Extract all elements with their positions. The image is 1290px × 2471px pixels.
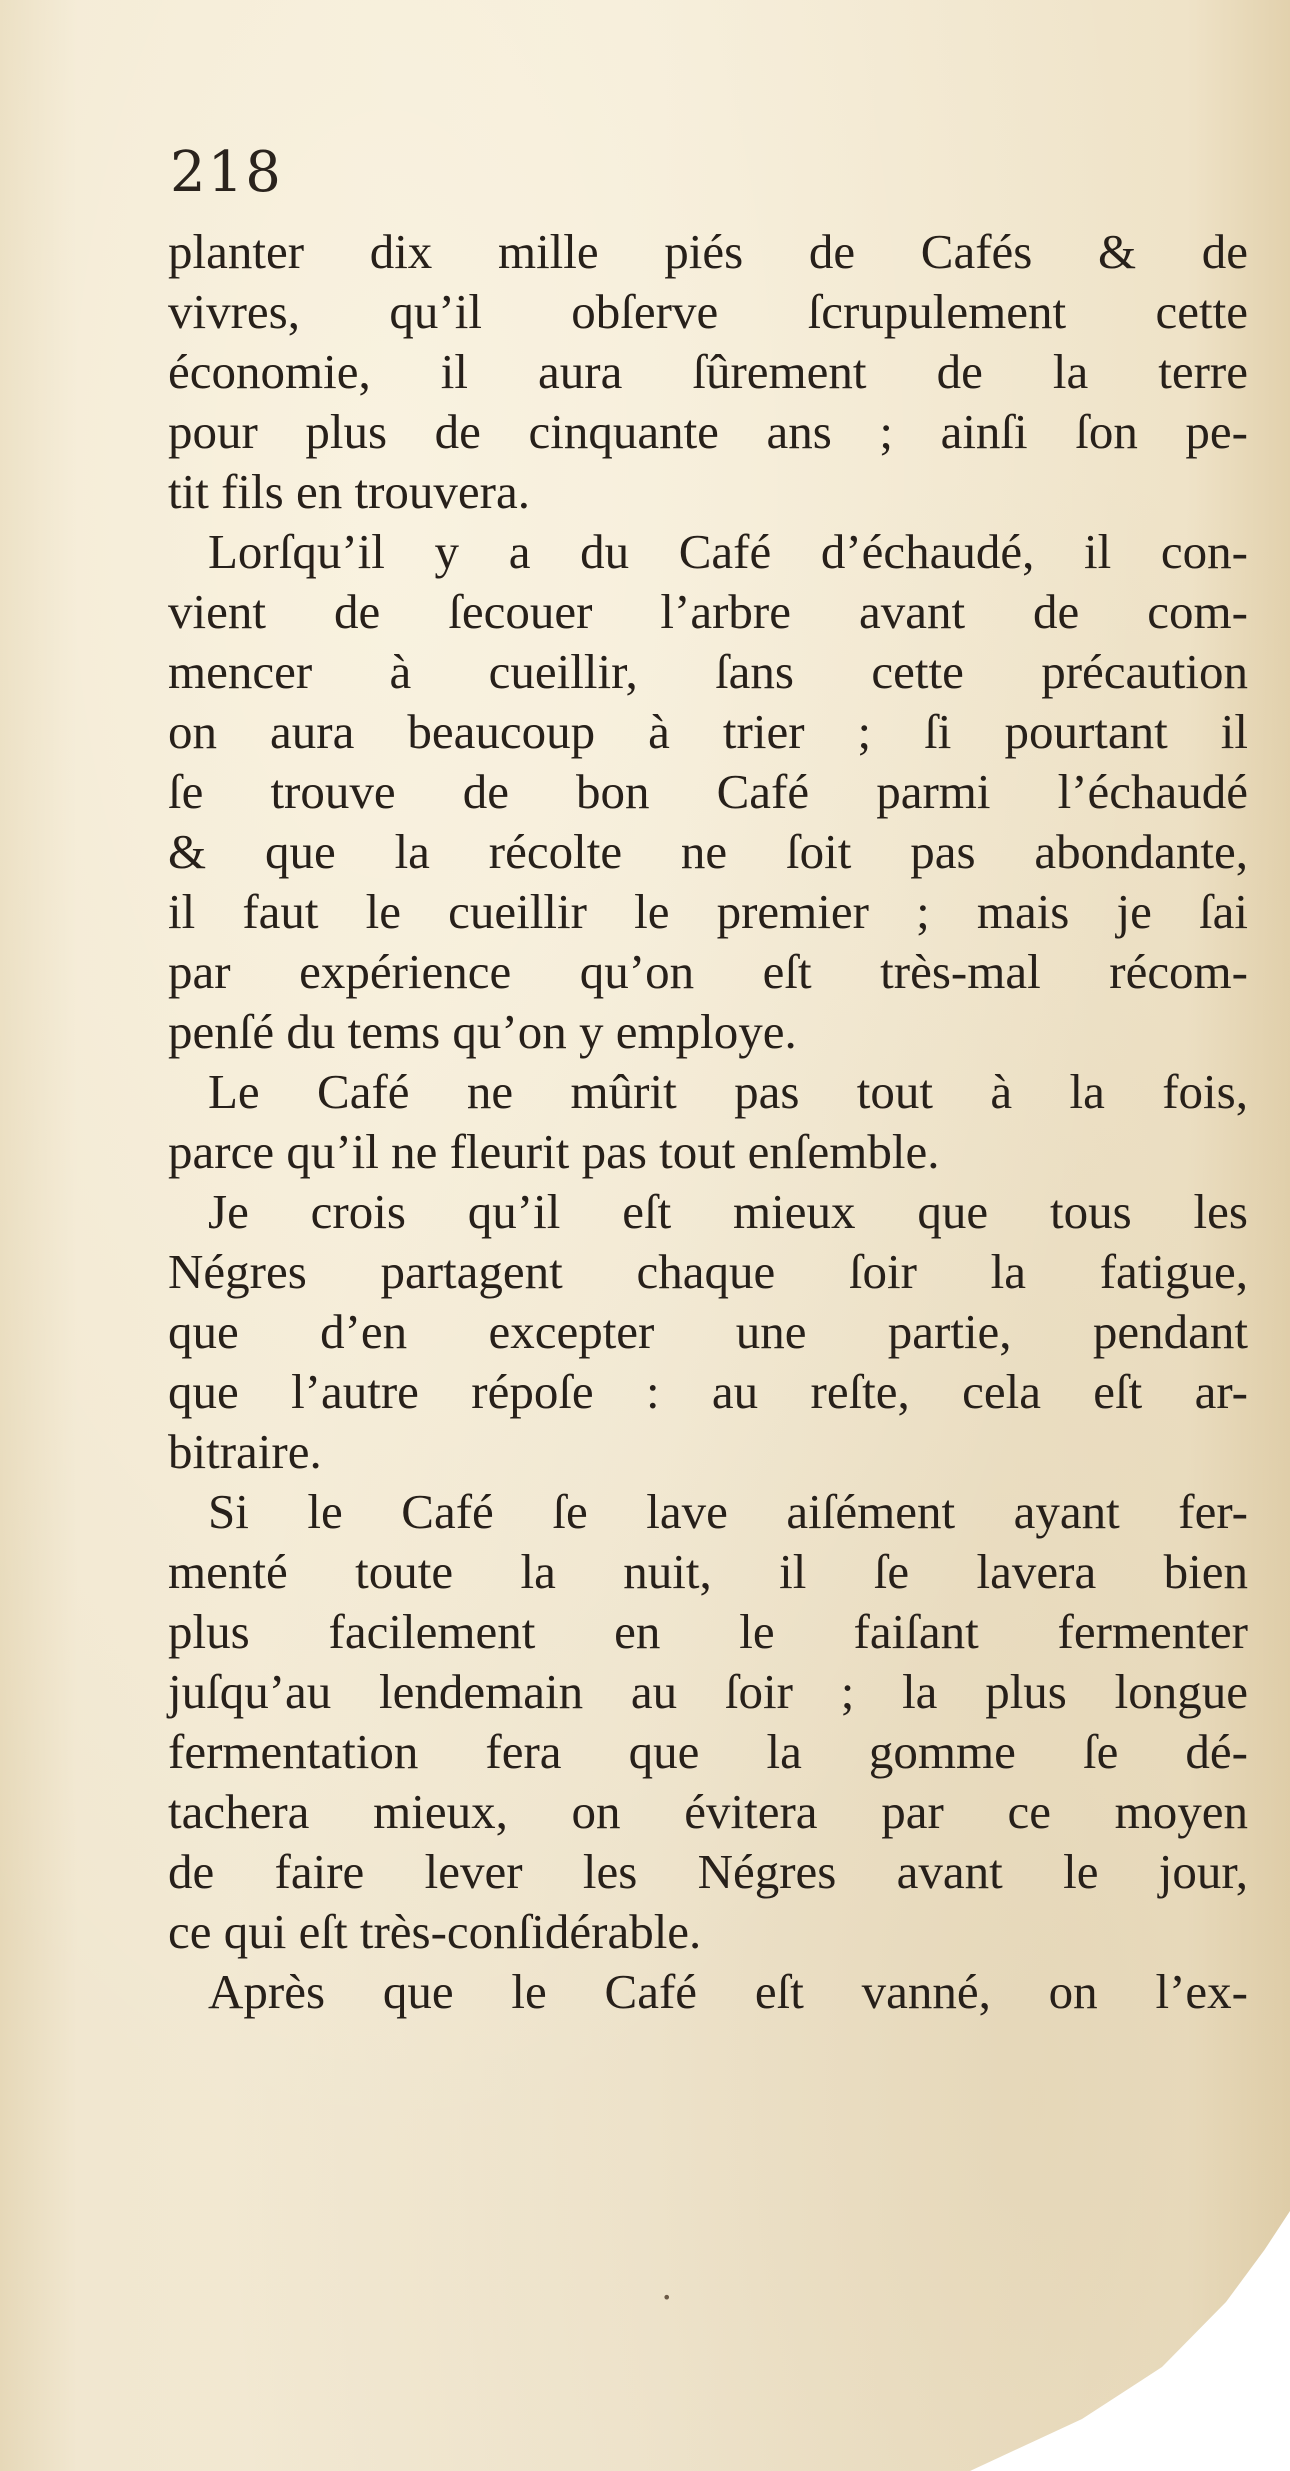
text-line: tit fils en trouvera.: [168, 464, 530, 519]
body-text: [168, 222, 1248, 2022]
text-line: économie, il aura ſûrement de la terre: [168, 344, 1248, 399]
text-line: Négres partagent chaque ſoir la fatigue,: [168, 1244, 1248, 1299]
text-line: parce qu’il ne fleurit pas tout enſemble.: [168, 1124, 940, 1179]
text-line: Après que le Café eſt vanné, on l’ex-: [208, 1964, 1248, 2019]
text-line: on aura beaucoup à trier ; ſi pourtant il: [168, 704, 1248, 759]
text-line: bitraire.: [168, 1424, 322, 1479]
text-line: Si le Café ſe lave aiſément ayant fer-: [208, 1484, 1248, 1539]
text-line: juſqu’au lendemain au ſoir ; la plus longue: [168, 1664, 1248, 1719]
torn-corner: [970, 2211, 1290, 2471]
text-line: plus facilement en le faiſant fermenter: [168, 1604, 1248, 1659]
text-line: Je crois qu’il eſt mieux que tous les: [208, 1184, 1248, 1239]
text-line: fermentation fera que la gomme ſe dé-: [168, 1724, 1248, 1779]
ink-speck: •: [662, 2288, 672, 2307]
text-line: il faut le cueillir le premier ; mais je ſai: [168, 884, 1248, 939]
text-line: pour plus de cinquante ans ; ainſi ſon pe-: [168, 404, 1248, 459]
text-line: Le Café ne mûrit pas tout à la fois,: [208, 1064, 1248, 1119]
text-line: ſe trouve de bon Café parmi l’échaudé: [168, 764, 1248, 819]
text-line: de faire lever les Négres avant le jour,: [168, 1844, 1248, 1899]
text-line: Lorſqu’il y a du Café d’échaudé, il con-: [208, 524, 1248, 579]
text-line: ce qui eſt très-conſidérable.: [168, 1904, 702, 1959]
text-line: par expérience qu’on eſt très-mal récom-: [168, 944, 1248, 999]
text-line: vient de ſecouer l’arbre avant de com-: [168, 584, 1248, 639]
text-line: planter dix mille piés de Cafés & de: [168, 224, 1248, 279]
text-line: penſé du tems qu’on y employe.: [168, 1004, 797, 1059]
text-line: que l’autre répoſe : au reſte, cela eſt ar-: [168, 1364, 1248, 1419]
text-line: menté toute la nuit, il ſe lavera bien: [168, 1544, 1248, 1599]
text-line: tachera mieux, on évitera par ce moyen: [168, 1784, 1248, 1839]
text-line: & que la récolte ne ſoit pas abondante,: [168, 824, 1248, 879]
text-line: vivres, qu’il obſerve ſcrupulement cette: [168, 284, 1248, 339]
text-line: que d’en excepter une partie, pendant: [168, 1304, 1248, 1359]
page-number: 218: [170, 140, 283, 205]
text-line: mencer à cueillir, ſans cette précaution: [168, 644, 1248, 699]
